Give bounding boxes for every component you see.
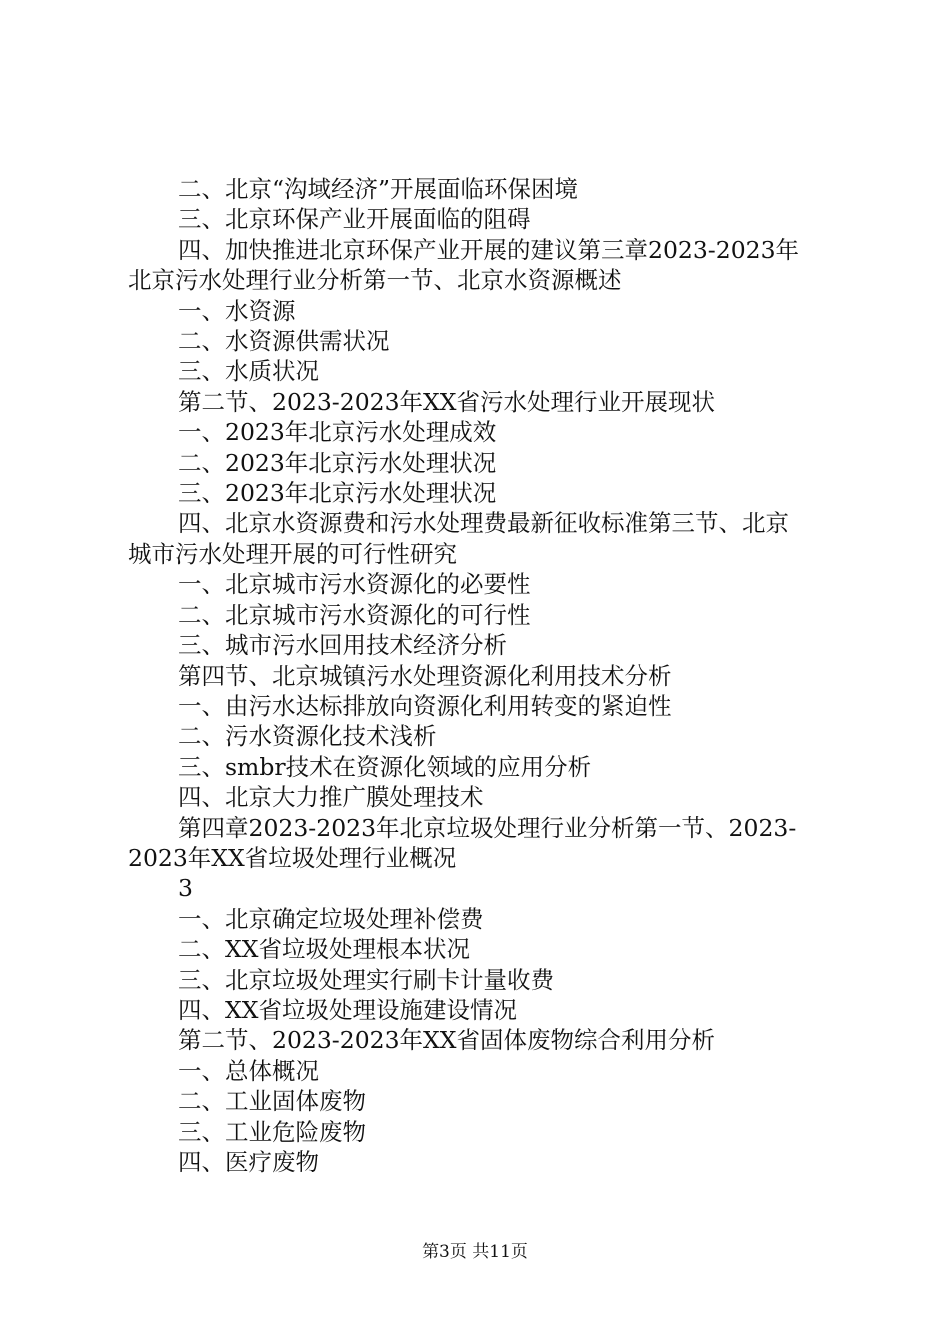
text-line: 第四章2023-2023年北京垃圾处理行业分析第一节、2023- [178,813,797,842]
text-line: 四、医疗废物 [178,1148,319,1176]
text-line: 一、北京城市污水资源化的必要性 [178,570,531,599]
text-line: 二、工业固体废物 [178,1087,366,1116]
text-line: 三、工业危险废物 [178,1117,366,1146]
text-line: 三、城市污水回用技术经济分析 [178,631,507,660]
text-line: 第二节、2023-2023年XX省污水处理行业开展现状 [178,387,716,416]
text-line: 第四节、北京城镇污水处理资源化利用技术分析 [178,661,672,690]
page-footer: 第3页 共11页 [422,1242,528,1262]
text-line: 一、总体概况 [178,1056,319,1085]
text-line: 四、XX省垃圾处理设施建设情况 [178,995,517,1024]
text-line: 四、北京水资源费和污水处理费最新征收标准第三节、北京 [178,509,789,538]
text-line: 一、水资源 [178,296,296,325]
text-line: 一、由污水达标排放向资源化利用转变的紧迫性 [178,691,672,720]
text-line: 四、北京大力推广膜处理技术 [178,783,484,812]
text-line: 第二节、2023-2023年XX省固体废物综合利用分析 [178,1026,716,1055]
text-line: 四、加快推进北京环保产业开展的建议第三章2023-2023年 [178,235,800,264]
text-line: 北京污水处理行业分析第一节、北京水资源概述 [128,266,622,295]
text-line: 3 [178,874,193,903]
text-line: 城市污水处理开展的可行性研究 [128,539,457,568]
text-line: 二、北京城市污水资源化的可行性 [178,600,531,629]
text-line: 一、2023年北京污水处理成效 [178,418,497,447]
text-line: 2023年XX省垃圾处理行业概况 [128,843,457,872]
text-line: 三、2023年北京污水处理状况 [178,479,497,508]
text-line: 一、北京确定垃圾处理补偿费 [178,904,484,933]
text-line: 二、2023年北京污水处理状况 [178,448,497,477]
text-line: 三、北京垃圾处理实行刷卡计量收费 [178,965,554,994]
text-line: 二、水资源供需状况 [178,327,390,356]
text-line: 二、北京“沟域经济”开展面临环保困境 [178,175,579,203]
text-line: 三、北京环保产业开展面临的阻碍 [178,205,531,234]
text-line: 三、水质状况 [178,357,319,386]
document-body [128,174,834,1177]
text-line: 二、污水资源化技术浅析 [178,722,437,751]
text-line: 三、smbr技术在资源化领域的应用分析 [178,752,592,781]
text-line: 二、XX省垃圾处理根本状况 [178,935,470,964]
